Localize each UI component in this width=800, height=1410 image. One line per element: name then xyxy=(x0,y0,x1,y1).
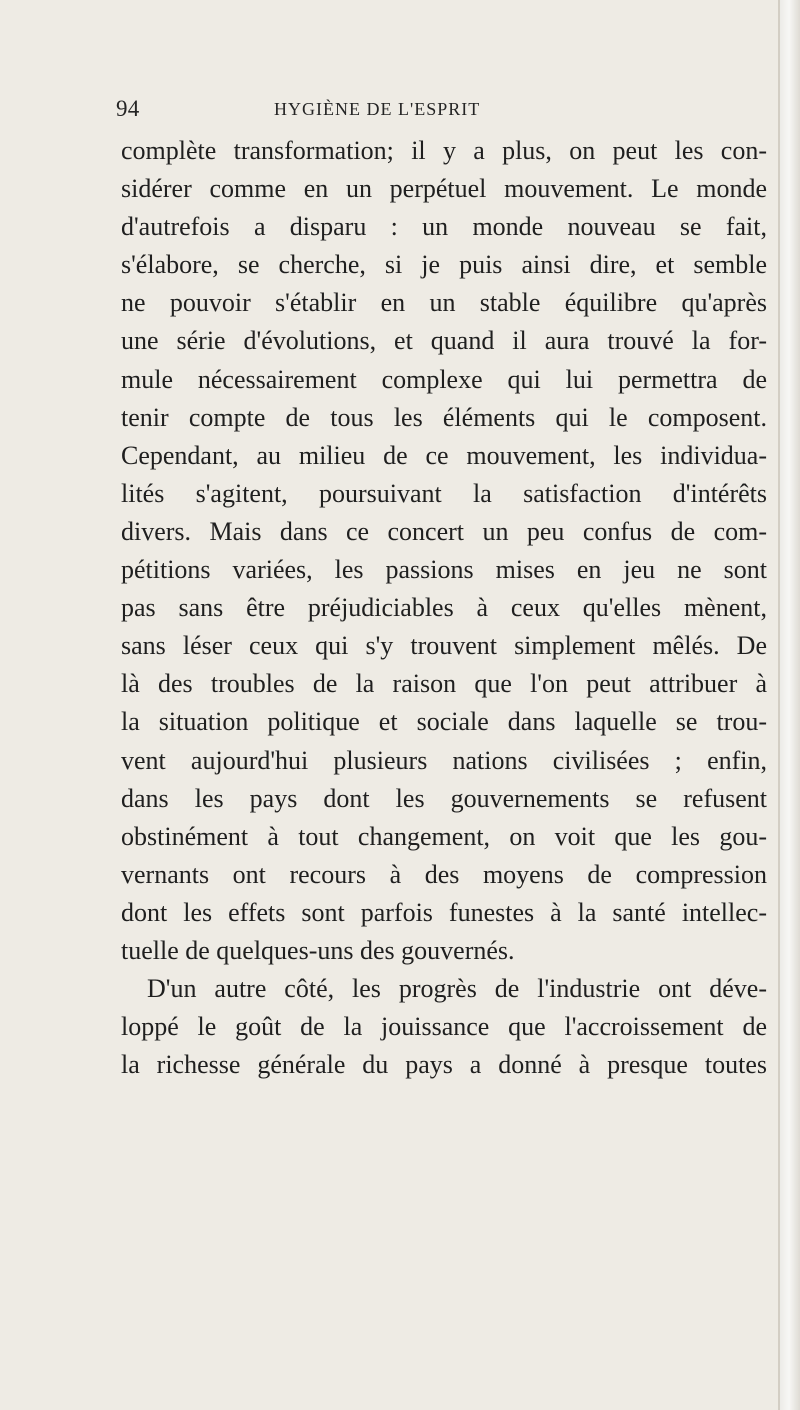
text-line: tuelle de quelques-uns des gouvernés. xyxy=(121,935,515,965)
text-line: dont les effets sont parfois funestes à la santé intellec- xyxy=(121,897,767,927)
page-binding-edge xyxy=(778,0,800,1410)
text-line: obstinément à tout changement, on voit que les gou- xyxy=(121,821,767,851)
text-line: la situation politique et sociale dans laquelle se trou- xyxy=(121,707,767,737)
text-line: loppé le goût de la jouissance que l'accroissement de xyxy=(121,1012,767,1042)
text-line: sans léser ceux qui s'y trouvent simplement mêlés. De xyxy=(121,631,767,661)
text-line: là des troubles de la raison que l'on peut attribuer à xyxy=(121,669,767,699)
text-line: dans les pays dont les gouvernements se refusent xyxy=(121,783,767,813)
text-line: d'autrefois a disparu : un monde nouveau se fait, xyxy=(121,212,767,242)
body-text xyxy=(121,132,767,1084)
text-line: pétitions variées, les passions mises en jeu ne sont xyxy=(121,555,767,585)
text-line: Cependant, au milieu de ce mouvement, les individua- xyxy=(121,440,767,470)
text-line: complète transformation; il y a plus, on peut les con- xyxy=(121,136,767,165)
page-header xyxy=(116,94,764,124)
text-line: ne pouvoir s'établir en un stable équilibre qu'après xyxy=(121,288,767,318)
text-line: tenir compte de tous les éléments qui le composent. xyxy=(121,402,767,432)
text-line: pas sans être préjudiciables à ceux qu'elles mènent, xyxy=(121,593,767,623)
text-line: vernants ont recours à des moyens de compression xyxy=(121,859,767,889)
text-line: mule nécessairement complexe qui lui permettra de xyxy=(121,364,767,394)
text-line: une série d'évolutions, et quand il aura trouvé la for- xyxy=(121,326,767,356)
text-line: lités s'agitent, poursuivant la satisfaction d'intérêts xyxy=(121,478,767,508)
page-number: 94 xyxy=(116,96,140,121)
running-title: HYGIÈNE DE L'ESPRIT xyxy=(274,99,481,119)
text-line: divers. Mais dans ce concert un peu confus de com- xyxy=(121,516,767,546)
text-line: s'élabore, se cherche, si je puis ainsi dire, et semble xyxy=(121,250,767,280)
text-line: D'un autre côté, les progrès de l'industrie ont déve- xyxy=(147,974,767,1004)
text-line: sidérer comme en un perpétuel mouvement. Le monde xyxy=(121,174,767,204)
text-line: vent aujourd'hui plusieurs nations civilisées ; enfin, xyxy=(121,745,767,775)
text-line: la richesse générale du pays a donné à presque toutes xyxy=(121,1050,767,1080)
